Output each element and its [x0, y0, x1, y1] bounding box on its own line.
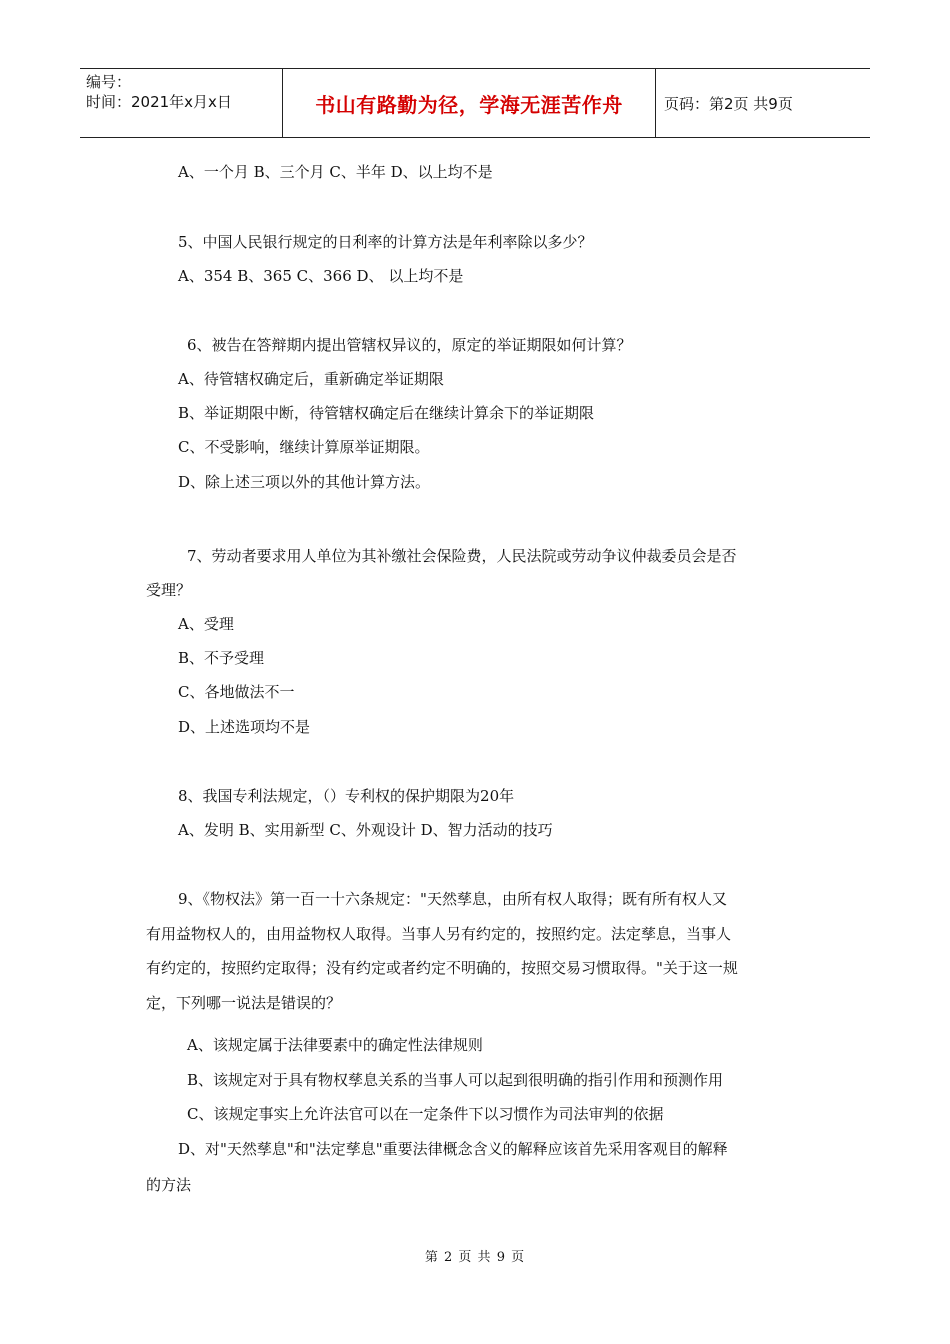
q9-option-b: B、该规定对于具有物权孳息关系的当事人可以起到很明确的指引作用和预测作用	[187, 1071, 724, 1089]
q5-options: A、354 B、365 C、366 D、 以上均不是	[178, 267, 464, 285]
q7-option-a: A、受理	[178, 615, 234, 633]
header-page-cell	[656, 69, 870, 137]
q8-options: A、发明 B、实用新型 C、外观设计 D、智力活动的技巧	[178, 821, 553, 839]
q9-question-line4: 定，下列哪一说法是错误的？	[146, 994, 342, 1012]
q9-question-line3: 有约定的，按照约定取得；没有约定或者约定不明确的，按照交易习惯取得。"关于这一规	[146, 959, 738, 977]
q9-option-a: A、该规定属于法律要素中的确定性法律规则	[187, 1036, 483, 1054]
q9-question-line1: 9、《物权法》第一百一十六条规定："天然孳息，由所有权人取得；既有所有权人又	[178, 890, 727, 908]
q7-option-b: B、不予受理	[178, 649, 265, 667]
q7-question-line2: 受理？	[146, 581, 192, 599]
q6-option-d: D、除上述三项以外的其他计算方法。	[178, 473, 431, 491]
q6-option-a: A、待管辖权确定后，重新确定举证期限	[178, 370, 444, 388]
header-info-cell	[80, 69, 283, 137]
q6-question: 6、被告在答辩期内提出管辖权异议的，原定的举证期限如何计算？	[187, 336, 632, 354]
header-motto-cell	[283, 69, 656, 137]
q6-option-b: B、举证期限中断，待管辖权确定后在继续计算余下的举证期限	[178, 404, 595, 422]
q9-question-line2: 有用益物权人的，由用益物权人取得。当事人另有约定的，按照约定。法定孳息，当事人	[146, 925, 732, 943]
number-label: 编号：	[86, 73, 132, 91]
q9-option-c: C、该规定事实上允许法官可以在一定条件下以习惯作为司法审判的依据	[187, 1105, 664, 1123]
q9-option-d-line1: D、对"天然孳息"和"法定孳息"重要法律概念含义的解释应该首先采用客观目的解释	[178, 1140, 728, 1158]
q6-option-c: C、不受影响，继续计算原举证期限。	[178, 438, 430, 456]
q9-option-d-line2: 的方法	[146, 1176, 192, 1194]
page-label: 页码：第2页 共9页	[664, 94, 793, 113]
q7-question-line1: 7、劳动者要求用人单位为其补缴社会保险费，人民法院或劳动争议仲裁委员会是否	[187, 547, 737, 565]
page-header	[80, 68, 870, 138]
q8-question: 8、我国专利法规定，（）专利权的保护期限为20年	[178, 787, 515, 805]
q4-options: A、一个月 B、三个月 C、半年 D、以上均不是	[178, 163, 493, 181]
time-label: 时间：2021年x月x日	[86, 93, 232, 111]
q5-question: 5、中国人民银行规定的日利率的计算方法是年利率除以多少？	[178, 233, 593, 251]
q7-option-c: C、各地做法不一	[178, 683, 295, 701]
page-footer: 第 2 页 共 9 页	[424, 1250, 526, 1265]
q7-option-d: D、上述选项均不是	[178, 718, 311, 736]
motto: 书山有路勤为径，学海无涯苦作舟	[315, 92, 623, 117]
